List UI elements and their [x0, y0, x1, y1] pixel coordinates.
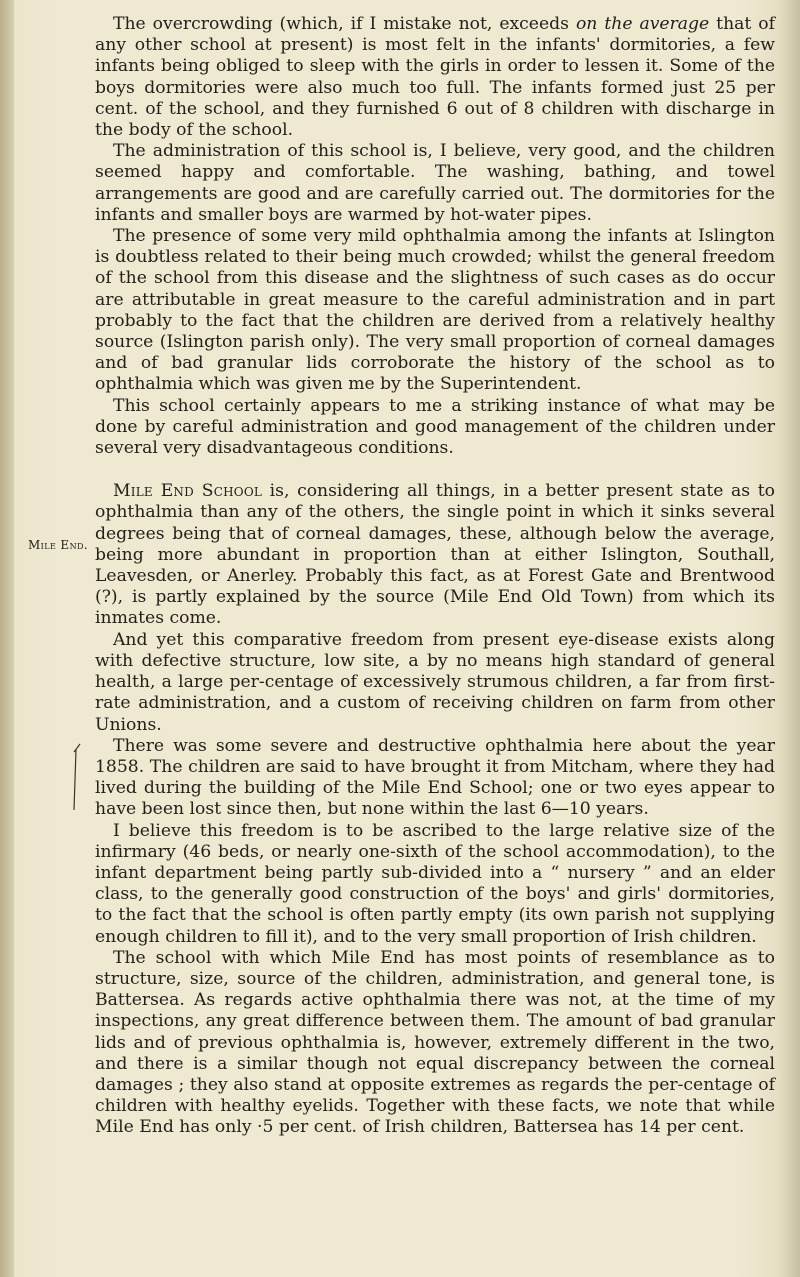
- pencil-margin-mark: [68, 742, 84, 812]
- paragraph-p3: [95, 226, 775, 396]
- text-run: Mile End School: [113, 481, 263, 502]
- paragraph-p5: [95, 481, 775, 629]
- section-gap: [95, 459, 775, 481]
- page-spine-shadow: [0, 0, 14, 1277]
- text-run: There was some severe and destructive ophthalmia here about the year 1858. The children are said to have brought it from Mitcham, where they had lived during the building of the Mile End School; one or two eyes appear to have been lost since then, but none within the last 6—10 years.: [95, 735, 775, 820]
- paragraph-p2: [95, 141, 775, 226]
- margin-note-mile-end: Mile End.: [28, 538, 89, 552]
- paragraph-p9: [95, 948, 775, 1139]
- paragraph-p7: [95, 736, 775, 821]
- paragraph-p4: [95, 396, 775, 460]
- text-run: The presence of some very mild ophthalmia among the infants at Islington is doubtless related to their being much crowded; whilst the general freedom of the school from this disease and the slightness of such cases as do occur are attributable in great measure to the careful administration and in part probably to the fact that the children are derived from a relatively healthy source (Islington parish only). The very small proportion of corneal damages and of bad granular lids corroborate the history of the school as to ophthalmia which was given me by the Superintendent.: [95, 226, 775, 395]
- page-edge-shadow: [778, 0, 800, 1277]
- text-run: is, considering all things, in a better present state as to ophthalmia than any of the others, the single point in which it sinks several degrees being that of corneal damages, these, although below the average, being more abundant in proportion than at either Islington, Southall, Leavesden, or Anerley. Probably this fact, as at Forest Gate and Brentwood (?), is partly explained by the source (Mile End Old Town) from which its inmates come.: [95, 481, 775, 629]
- text-run: The administration of this school is, I believe, very good, and the children seemed happy and comfortable. The washing, bathing, and towel arrangements are good and are carefully carried out. The dormitories for the infants and smaller boys are warmed by hot-water pipes.: [95, 141, 775, 225]
- body-text: [95, 14, 775, 1139]
- text-run: The overcrowding (which, if I mistake not, exceeds: [113, 14, 576, 34]
- text-run: I believe this freedom is to be ascribed to the large relative size of the infirmary (46 beds, or nearly one-sixth of the school accommodation), to the infant department being partly sub-divided into a “ nursery ” and an elder class, to the generally good construction of the boys' and girls' dormitories, to the fact that the school is often partly empty (its own parish not supplying enough children to fill it), and to the very small proportion of Irish children.: [95, 820, 775, 947]
- text-run: on the average: [575, 14, 710, 34]
- text-run: This school certainly appears to me a striking instance of what may be done by careful administration and good management of the children under several very disadvantageous conditions.: [95, 395, 775, 459]
- paragraph-p6: [95, 630, 775, 736]
- text-run: The school with which Mile End has most points of resemblance as to structure, size, source of the children, administration, and general tone, is Battersea. As regards active ophthalmia there was not, at the time of my inspections, any great difference between them. The amount of bad granular lids and of previous ophthalmia is, however, extremely different in the two, and there is a similar though not equal discrepancy between the corneal damages ; they also stand at opposite extremes as regards the per-centage of children with healthy eyelids. Together with these facts, we note that while Mile End has only ·5 per cent. of Irish children, Battersea has 14 per cent.: [95, 947, 775, 1138]
- paragraph-p1: [95, 14, 775, 141]
- text-run: And yet this comparative freedom from present eye-disease exists along with defective structure, low site, a by no means high standard of general health, a large per-centage of excessively strumous children, a far from first-rate administration, and a custom of receiving children on farm from other Unions.: [95, 629, 775, 735]
- paragraph-p8: [95, 821, 775, 948]
- text-run: that of any other school at present) is most felt in the infants' dormitories, a few infants being obliged to sleep with the girls in order to lessen it. Some of the boys dormitories were also much too full. The infants formed just 25 per cent. of the school, and they furnished 6 out of 8 children with discharge in the body of the school.: [95, 14, 775, 141]
